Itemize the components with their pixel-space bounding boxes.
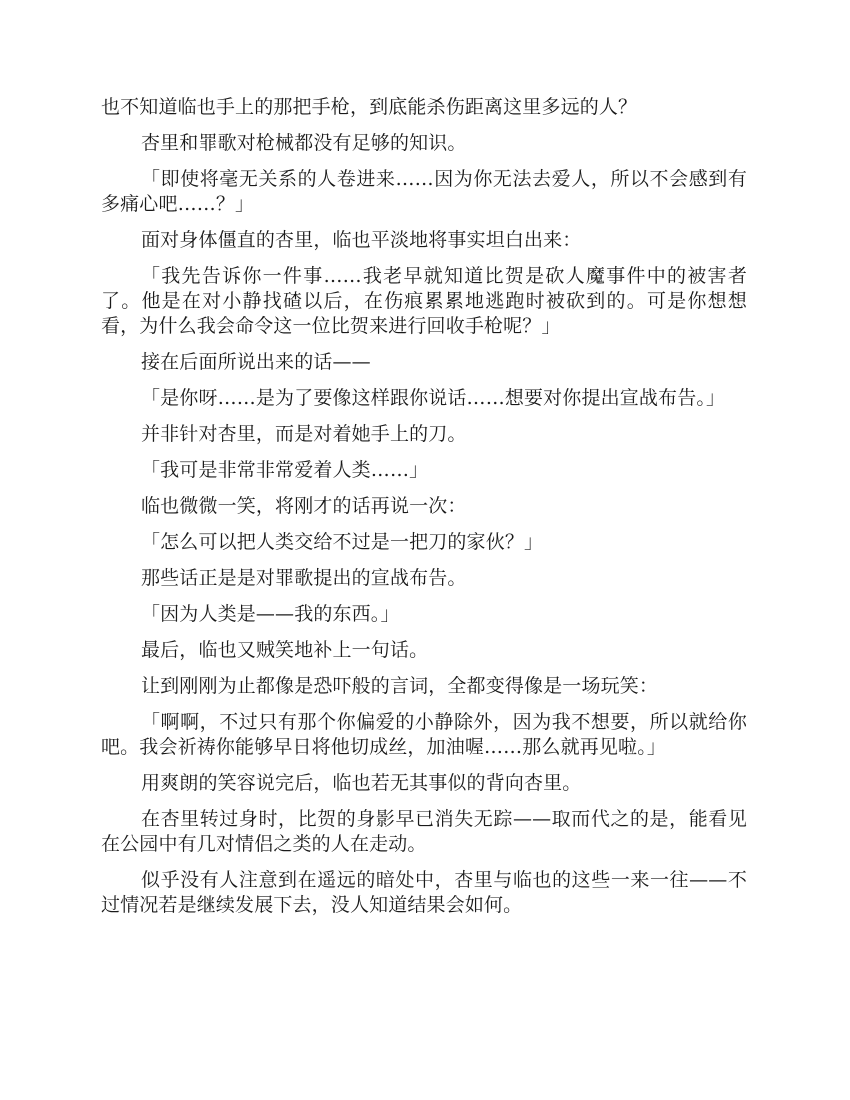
paragraph: 让到刚刚为止都像是恐吓般的言词，全都变得像是一场玩笑： [141, 675, 659, 697]
paragraph: 「是你呀……是为了要像这样跟你说话……想要对你提出宣战布告。」 [141, 387, 726, 409]
paragraph: 并非针对杏里，而是对着她手上的刀。 [141, 423, 467, 445]
paragraph: 「因为人类是——我的东西。」 [141, 603, 400, 625]
paragraph: 「我可是非常非常爱着人类……」 [141, 459, 429, 481]
paragraph: 面对身体僵直的杏里，临也平淡地将事实坦白出来： [141, 229, 582, 251]
document-page [101, 95, 747, 929]
paragraph: 「即使将毫无关系的人卷进来……因为你无法去爱人，所以不会感到有多痛心吧……？」 [101, 168, 747, 215]
paragraph: 杏里和罪歌对枪械都没有足够的知识。 [141, 132, 467, 154]
paragraph: 临也微微一笑，将刚才的话再说一次： [141, 495, 467, 517]
paragraph: 接在后面所说出来的话—— [141, 351, 371, 373]
paragraph: 也不知道临也手上的那把手枪，到底能杀伤距离这里多远的人？ [101, 96, 638, 118]
paragraph: 似乎没有人注意到在遥远的暗处中，杏里与临也的这些一来一往——不过情况若是继续发展下去，没人知道结果会如何。 [101, 869, 747, 916]
paragraph: 「啊啊，不过只有那个你偏爱的小静除外，因为我不想要，所以就给你吧。我会祈祷你能够早日将他切成丝，加油喔……那么就再见啦。」 [101, 711, 747, 758]
paragraph: 用爽朗的笑容说完后，临也若无其事似的背向杏里。 [141, 772, 582, 794]
paragraph: 「我先告诉你一件事……我老早就知道比贺是砍人魔事件中的被害者了。他是在对小静找碴以后，在伤痕累累地逃跑时被砍到的。可是你想想看，为什么我会命令这一位比贺来进行回收手枪呢？」 [101, 265, 747, 337]
paragraph: 最后，临也又贼笑地补上一句话。 [141, 639, 429, 661]
paragraph: 在杏里转过身时，比贺的身影早已消失无踪——取而代之的是，能看见在公园中有几对情侣之类的人在走动。 [101, 808, 747, 855]
paragraph: 「怎么可以把人类交给不过是一把刀的家伙？」 [141, 531, 544, 553]
paragraph: 那些话正是是对罪歌提出的宣战布告。 [141, 567, 467, 589]
